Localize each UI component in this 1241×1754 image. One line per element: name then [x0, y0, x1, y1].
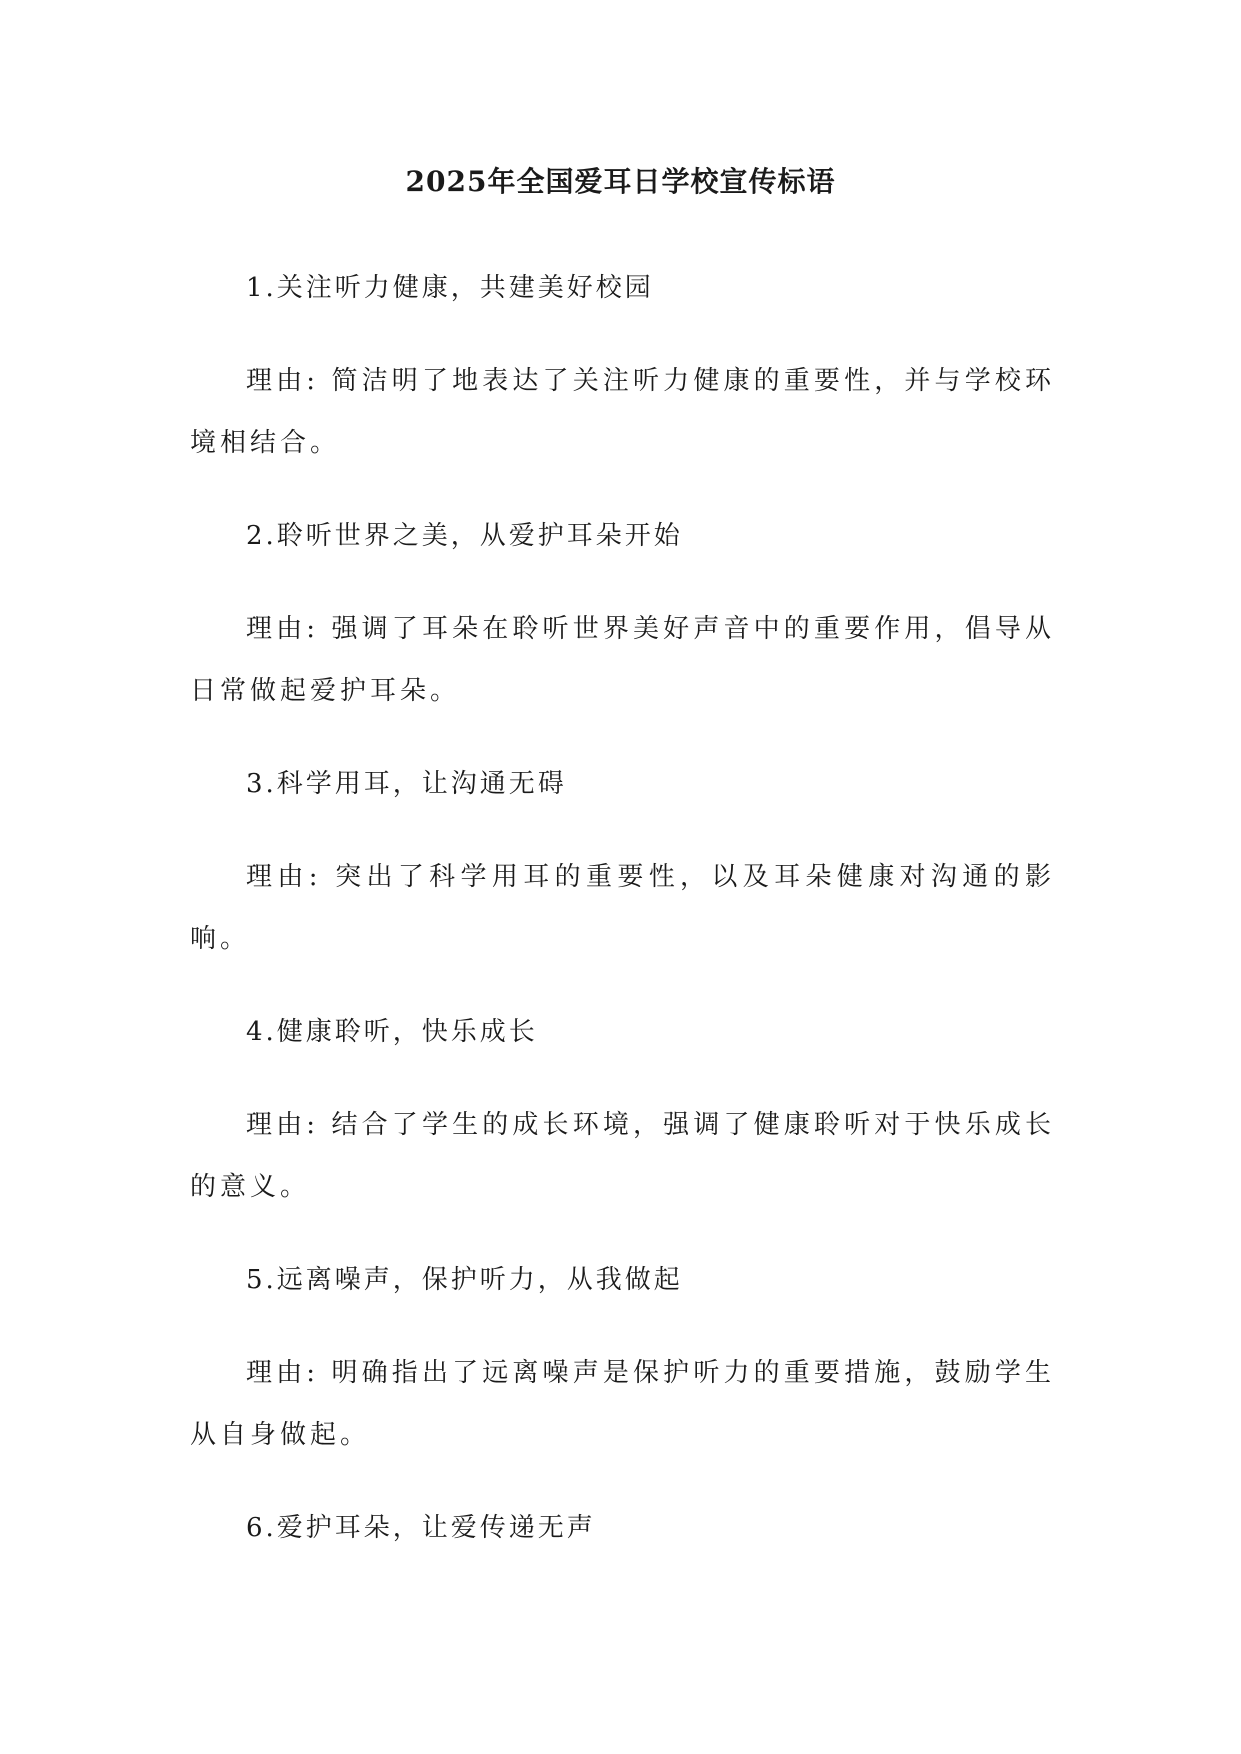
- reason-5: 理由: 明确指出了远离噪声是保护听力的重要措施，鼓励学生从自身做起。: [190, 1358, 1055, 1450]
- slogan-4: 4.健康聆听，快乐成长: [246, 1017, 538, 1047]
- slogan-2: 2.聆听世界之美，从爱护耳朵开始: [246, 521, 683, 551]
- reason-2: 理由: 强调了耳朵在聆听世界美好声音中的重要作用，倡导从日常做起爱护耳朵。: [190, 614, 1055, 706]
- slogan-5: 5.远离噪声，保护听力，从我做起: [246, 1265, 683, 1295]
- slogan-6: 6.爱护耳朵，让爱传递无声: [246, 1513, 596, 1543]
- document-body: [190, 257, 1055, 1590]
- reason-3: 理由: 突出了科学用耳的重要性，以及耳朵健康对沟通的影响。: [190, 862, 1055, 954]
- slogan-3: 3.科学用耳，让沟通无碍: [246, 769, 567, 799]
- document-title: 2025年全国爱耳日学校宣传标语: [405, 165, 836, 198]
- reason-1: 理由: 简洁明了地表达了关注听力健康的重要性，并与学校环境相结合。: [190, 366, 1055, 458]
- slogan-1: 1.关注听力健康，共建美好校园: [246, 273, 654, 303]
- reason-4: 理由: 结合了学生的成长环境，强调了健康聆听对于快乐成长的意义。: [190, 1110, 1055, 1202]
